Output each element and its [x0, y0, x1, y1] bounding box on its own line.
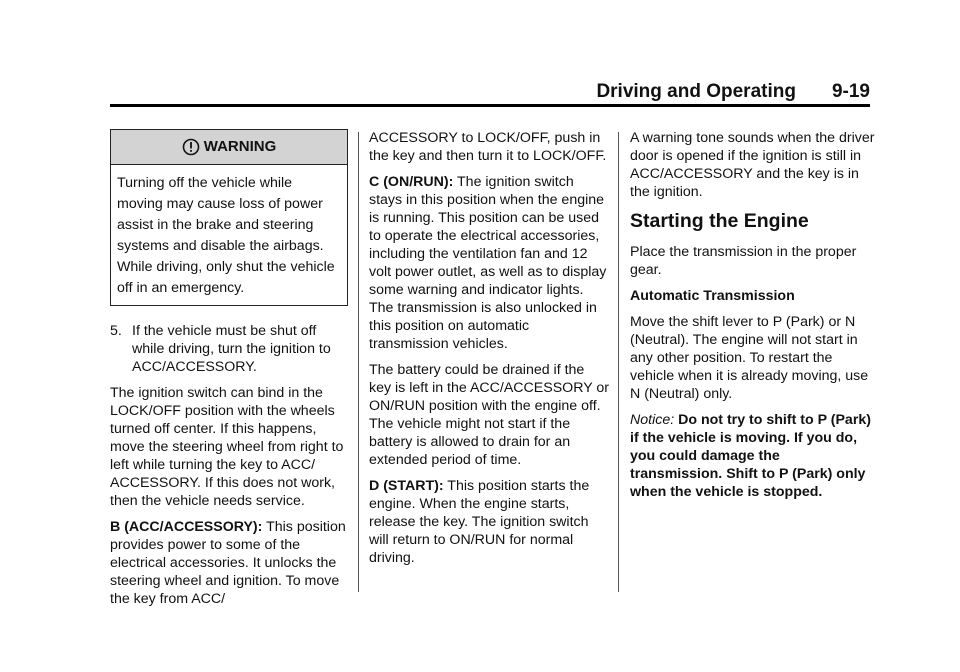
step-text: If the vehicle must be shut off while driving, turn the ignition to ACC/ACCESSORY.: [132, 323, 331, 375]
column-divider: [618, 132, 619, 592]
column-3: [630, 129, 875, 509]
column-2: [369, 129, 609, 575]
paragraph-continued: ACCESSORY to LOCK/OFF, push in the key and then turn it to LOCK/OFF.: [369, 130, 607, 164]
warning-body: Turning off the vehicle while moving may cause loss of power assist in the brake and steering systems and disable the airbags. While driving, only shut the vehicle off in an emergency.: [117, 175, 335, 296]
paragraph-shift: Move the shift lever to P (Park) or N (Neutral). The engine will not start in any other position. To restart the vehicle when it is already moving, use N (Neutral) only.: [630, 314, 869, 402]
paragraph-acc: [110, 518, 350, 608]
column-1: [110, 129, 350, 616]
text-acc: This position provides power to some of the electrical accessories. It unlocks the steering wheel and ignition. To move the key from ACC/: [110, 519, 346, 607]
paragraph-start: [369, 477, 609, 567]
page-number: 9-19: [831, 81, 870, 102]
term-start: D (START):: [369, 478, 444, 494]
header-rule: [110, 104, 870, 107]
notice-text: Do not try to shift to P (Park) if the vehicle is moving. If you do, you could damage the transmission. Shift to P (Park) only when the vehicle is stopped.: [630, 412, 871, 500]
subheading: Automatic Transmission: [630, 288, 795, 304]
step-number: 5.: [110, 323, 122, 339]
section-heading: Starting the Engine: [630, 210, 809, 232]
term-acc: B (ACC/ACCESSORY):: [110, 519, 263, 535]
page-header: [0, 80, 870, 104]
paragraph-bind: The ignition switch can bind in the LOCK/OFF position with the wheels turned off center. If this happens, move the steering wheel from right to left while turning the key to ACC/ ACCESSORY. If this does not work, then the vehicle needs service.: [110, 385, 344, 509]
paragraph-battery: The battery could be drained if the key is left in the ACC/ACCESSORY or ON/RUN position with the engine off. The vehicle might not start if the battery is allowed to drain for an extended period of time.: [369, 362, 609, 468]
warning-header: [111, 130, 347, 165]
text-on-run: The ignition switch stays in this position when the engine is running. This position can be used to operate the electrical accessories, including the ventilation fan and 12 volt power outlet, as well as to display some warning and indicator lights. The transmission is also unlocked in this position on automatic transmission vehicles.: [369, 174, 607, 352]
term-on-run: C (ON/RUN):: [369, 174, 454, 190]
text-start: This position starts the engine. When the engine starts, release the key. The ignition switch will return to ON/RUN for normal driving.: [369, 478, 590, 566]
notice: [630, 411, 875, 501]
paragraph-warning-tone: A warning tone sounds when the driver door is opened if the ignition is still in ACC/ACCESSORY and the key is in the ignition.: [630, 130, 875, 200]
warning-title: WARNING: [203, 138, 277, 155]
warning-icon: [182, 138, 200, 156]
numbered-step: [110, 322, 350, 376]
column-divider: [358, 132, 359, 592]
paragraph-place: Place the transmission in the proper gear.: [630, 244, 857, 278]
notice-label: Notice:: [630, 412, 675, 428]
warning-box: [110, 129, 348, 306]
paragraph-on-run: [369, 173, 609, 353]
section-title: Driving and Operating: [596, 81, 796, 102]
